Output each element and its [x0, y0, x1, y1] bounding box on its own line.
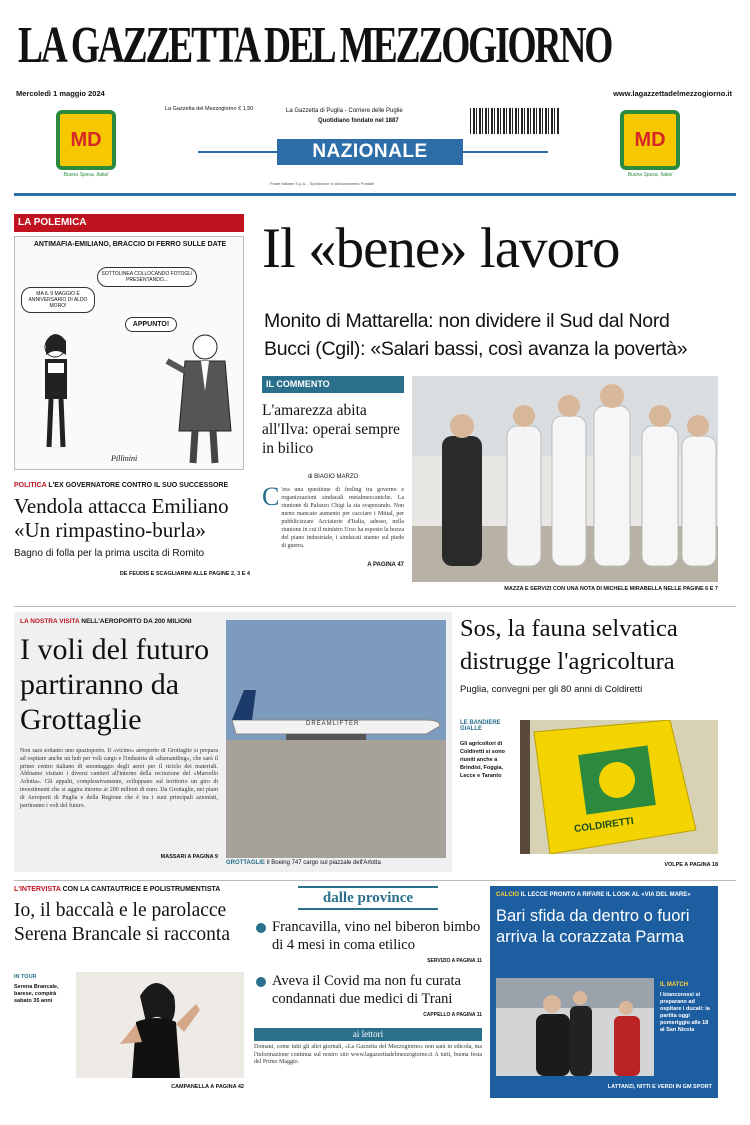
grottaglie-caption-red: GROTTAGLIE — [226, 860, 265, 866]
calcio-side-kicker: IL MATCH — [660, 982, 689, 988]
md-logo-icon: MD — [70, 128, 102, 151]
barcode — [470, 108, 560, 134]
grottaglie-caption: Il Boeing 747 cargo sul piazzale dell'Arlotta — [266, 860, 381, 866]
grottaglie-photo-art — [226, 620, 446, 858]
vendola-kicker-line — [14, 482, 250, 489]
province-item-text: Francavilla, vino nel biberon bimbo di 4 mesi in coma etilico — [272, 919, 481, 953]
ad-tagline: Buona Spesa, Italia! — [627, 172, 673, 178]
vendola-sub: Bagno di folla per la prima uscita di Romito — [14, 548, 205, 559]
ad-tagline: Buona Spesa, Italia! — [63, 172, 109, 178]
lead-photo[interactable] — [412, 376, 718, 582]
calcio-kicker-line — [496, 892, 712, 898]
flag-text: COLDIRETTI — [573, 815, 635, 836]
province-ref[interactable]: CAPPELLO A PAGINA 11 — [423, 1012, 482, 1018]
cartoon-caption: ANTIMAFIA-EMILIANO, BRACCIO DI FERRO SULLE DATE — [33, 241, 227, 248]
grottaglie-kicker-line — [20, 618, 192, 625]
intervista-photo-art — [76, 972, 244, 1078]
masthead-fineprint: Poste Italiane S.p.A. - Spedizione in Abbonamento Postale — [270, 181, 375, 186]
polemica-cartoon[interactable] — [14, 236, 244, 470]
masthead-title[interactable]: LA GAZZETTA DEL MEZZOGIORNO — [18, 17, 612, 74]
cartoon-bubble: MA IL 9 MAGGIO È ANNIVERSARIO DI ALDO MORO! — [21, 287, 95, 313]
grottaglie-headline[interactable]: I voli del futuro partiranno da Grottaglie — [20, 633, 210, 736]
commento-body-wrap — [262, 482, 404, 558]
fauna-sub: Puglia, convegni per gli 80 anni di Coldiretti — [460, 684, 643, 695]
polemica-section — [14, 214, 244, 472]
intervista-kicker: CON LA CANTAUTRICE E POLISTRUMENTISTA — [62, 886, 221, 893]
cartoon-signature: Pillinini — [111, 454, 138, 463]
province-section — [254, 886, 482, 1102]
edition-badge[interactable]: NAZIONALE — [277, 139, 463, 165]
province-item-text: Aveva il Covid ma non fu curata condannati due medici di Trani — [272, 973, 461, 1007]
commento-section — [262, 376, 404, 596]
intervista-ref[interactable]: CAMPANELLA A PAGINA 42 — [171, 1084, 244, 1090]
grottaglie-kicker: NELL'AEROPORTO DA 200 MILIONI — [81, 618, 192, 625]
lettori-title: ai lettori — [254, 1028, 482, 1041]
calcio-photo[interactable] — [496, 978, 654, 1076]
lead-headline[interactable]: Il «bene» lavoro — [262, 217, 620, 280]
lead-deck: Bucci (Cgil): «Salari bassi, così avanza la povertà» — [264, 338, 688, 360]
lead-photo-art — [412, 376, 718, 582]
vendola-kicker-red: POLITICA — [14, 482, 47, 489]
grottaglie-caption-line — [226, 860, 381, 866]
province-item[interactable] — [254, 972, 482, 1008]
intervista-photo[interactable] — [76, 972, 244, 1078]
intervista-side-kicker: IN TOUR — [14, 974, 37, 980]
masthead-price: La Gazzetta del Mezzogiorno € 1,50 — [165, 106, 254, 112]
calcio-section[interactable] — [490, 886, 718, 1098]
plane-text: DREAMLIFTER — [306, 721, 360, 727]
masthead-website[interactable]: www.lagazzettadelmezzogiorno.it — [613, 89, 732, 98]
vendola-headline[interactable]: Vendola attacca Emiliano «Un rimpastino-burla» — [14, 494, 229, 542]
province-ref[interactable]: SERVIZIO A PAGINA 11 — [427, 958, 482, 964]
fauna-section — [460, 612, 736, 874]
divider — [14, 606, 736, 607]
commento-dropcap: C — [262, 482, 280, 511]
masthead-founded: Quotidiano fondato nel 1887 — [318, 118, 399, 124]
calcio-kicker: IL LECCE PRONTO A RIFARE IL LOOK AL «VIA DEL MARE» — [520, 892, 691, 898]
polemica-kicker: LA POLEMICA — [14, 214, 244, 232]
commento-headline[interactable]: L'amarezza abita all'Ilva: operai sempre in bilico — [262, 402, 400, 457]
fauna-headline[interactable]: Sos, la fauna selvatica distrugge l'agricoltura — [460, 615, 678, 675]
commento-ref[interactable]: A PAGINA 47 — [367, 562, 404, 568]
md-logo-icon: MD — [634, 128, 666, 151]
masthead-rule — [14, 193, 736, 196]
grottaglie-section — [14, 612, 452, 872]
masthead — [0, 0, 750, 200]
md-logo-box — [620, 110, 680, 170]
grottaglie-kicker-red: LA NOSTRA VISITA — [20, 618, 80, 625]
intervista-kicker-line — [14, 886, 248, 893]
intervista-kicker-red: L'INTERVISTA — [14, 886, 61, 893]
cartoon-bubble: APPUNTO! — [125, 317, 177, 332]
ad-right[interactable] — [616, 110, 684, 186]
commento-kicker: IL COMMENTO — [262, 376, 404, 393]
vendola-ref[interactable]: DE FEUDIS E SCAGLIARINI ALLE PAGINE 2, 3 E 4 — [119, 571, 250, 577]
fauna-photo[interactable] — [520, 720, 718, 854]
bullet-icon — [256, 977, 266, 987]
vendola-section — [14, 482, 250, 596]
fauna-photo-art — [520, 720, 718, 854]
commento-body: 'era una questione di feeling tra governo e organizzazioni sindacali metalmeccaniche. La riunione di Palazzo Chigi la sta svaporando. Non meno mancato aumento per cacciare i Mittal, per pubblicizzare Acciaierie d'Italia, adesso, nella riunione in cui il ministro Urso ha esposto la bozza del piano industriale, i sindacati stanno sul piede di guerra. — [281, 487, 404, 549]
cartoon-figures — [15, 237, 245, 471]
calcio-kicker-red: CALCIO — [496, 892, 519, 898]
lead-photo-credit[interactable]: MAZZA E SERVIZI CON UNA NOTA DI MICHELE MIRABELLA NELLE PAGINE 6 E 7 — [504, 586, 718, 592]
intervista-side-text: Serena Brancale, barese, compirà sabato 35 anni — [14, 984, 59, 1004]
divider — [14, 880, 736, 881]
calcio-headline[interactable]: Bari sfida da dentro o fuori arriva la corazzata Parma — [496, 907, 690, 946]
fauna-ref[interactable]: VOLPE A PAGINA 18 — [664, 862, 718, 868]
intervista-headline[interactable]: Io, il baccalà e le parolacce Serena Brancale si racconta — [14, 900, 231, 945]
intervista-section — [14, 886, 248, 1102]
province-title: dalle province — [298, 886, 438, 910]
grottaglie-ref[interactable]: MASSARI A PAGINA 9 — [160, 854, 218, 860]
md-logo-box — [56, 110, 116, 170]
grottaglie-body: Non sarà soltanto uno spazioporto. Il «vicino» aeroporto di Grottaglie si prepara ad ospitare anche un hub per voli cargo e l'industria di «dismantling», che sarà il primo centro italiano di smontaggio degli aerei per il riciclo dei materiali. Abbiamo visitato i diversi cantieri all'interno della recinzione del «Marcello Arlotta». Gli appalti, complessivamente, sviluppano sul territorio un giro di investimenti che si aggira intorno ai 200 milioni di euro. Da Grottaglie, nei piani di Aeroporti di Puglia e della Regione che è tra i suoi principali azionisti, partiranno i voli del futuro. — [20, 748, 218, 809]
lead-deck: Monito di Mattarella: non dividere il Sud dal Nord — [264, 310, 670, 332]
calcio-side-text: I biancorossi si preparano ad ospitare i ducali: la partita oggi pomeriggio alle 18 al San Nicola — [660, 992, 710, 1033]
masthead-date: Mercoledì 1 maggio 2024 — [16, 89, 105, 98]
vendola-kicker: L'EX GOVERNATORE CONTRO IL SUO SUCCESSORE — [48, 482, 229, 489]
commento-byline: di BIAGIO MARZO — [307, 474, 359, 480]
calcio-photo-art — [496, 978, 654, 1076]
grottaglie-photo[interactable] — [226, 620, 446, 858]
lettori-body: Domani, come tutti gli altri giornali, «La Gazzetta del Mezzogiorno» non sarà in edicola, ma l'informazione continua sul nostro sito www.lagazzettadelmezzogiorno.it A tutti, buona festa del Primo Maggio. — [254, 1044, 482, 1066]
fauna-side-text: Gli agricoltori di Coldiretti si sono riuniti anche a Brindisi, Foggia, Lecce e Taranto — [460, 741, 505, 779]
province-item[interactable] — [254, 918, 482, 954]
fauna-side-kicker: LE BANDIERE GIALLE — [460, 720, 501, 732]
cartoon-bubble: SOTTOLINEA COLLOCANDO FOTOGLI PRESENTANDO... — [97, 267, 197, 287]
bullet-icon — [256, 923, 266, 933]
calcio-ref[interactable]: LATTANZI, NITTI E VERDI IN GM SPORT — [607, 1084, 712, 1090]
masthead-subtitle: La Gazzetta di Puglia - Corriere delle Puglie — [286, 108, 403, 114]
ad-left[interactable] — [52, 110, 120, 186]
